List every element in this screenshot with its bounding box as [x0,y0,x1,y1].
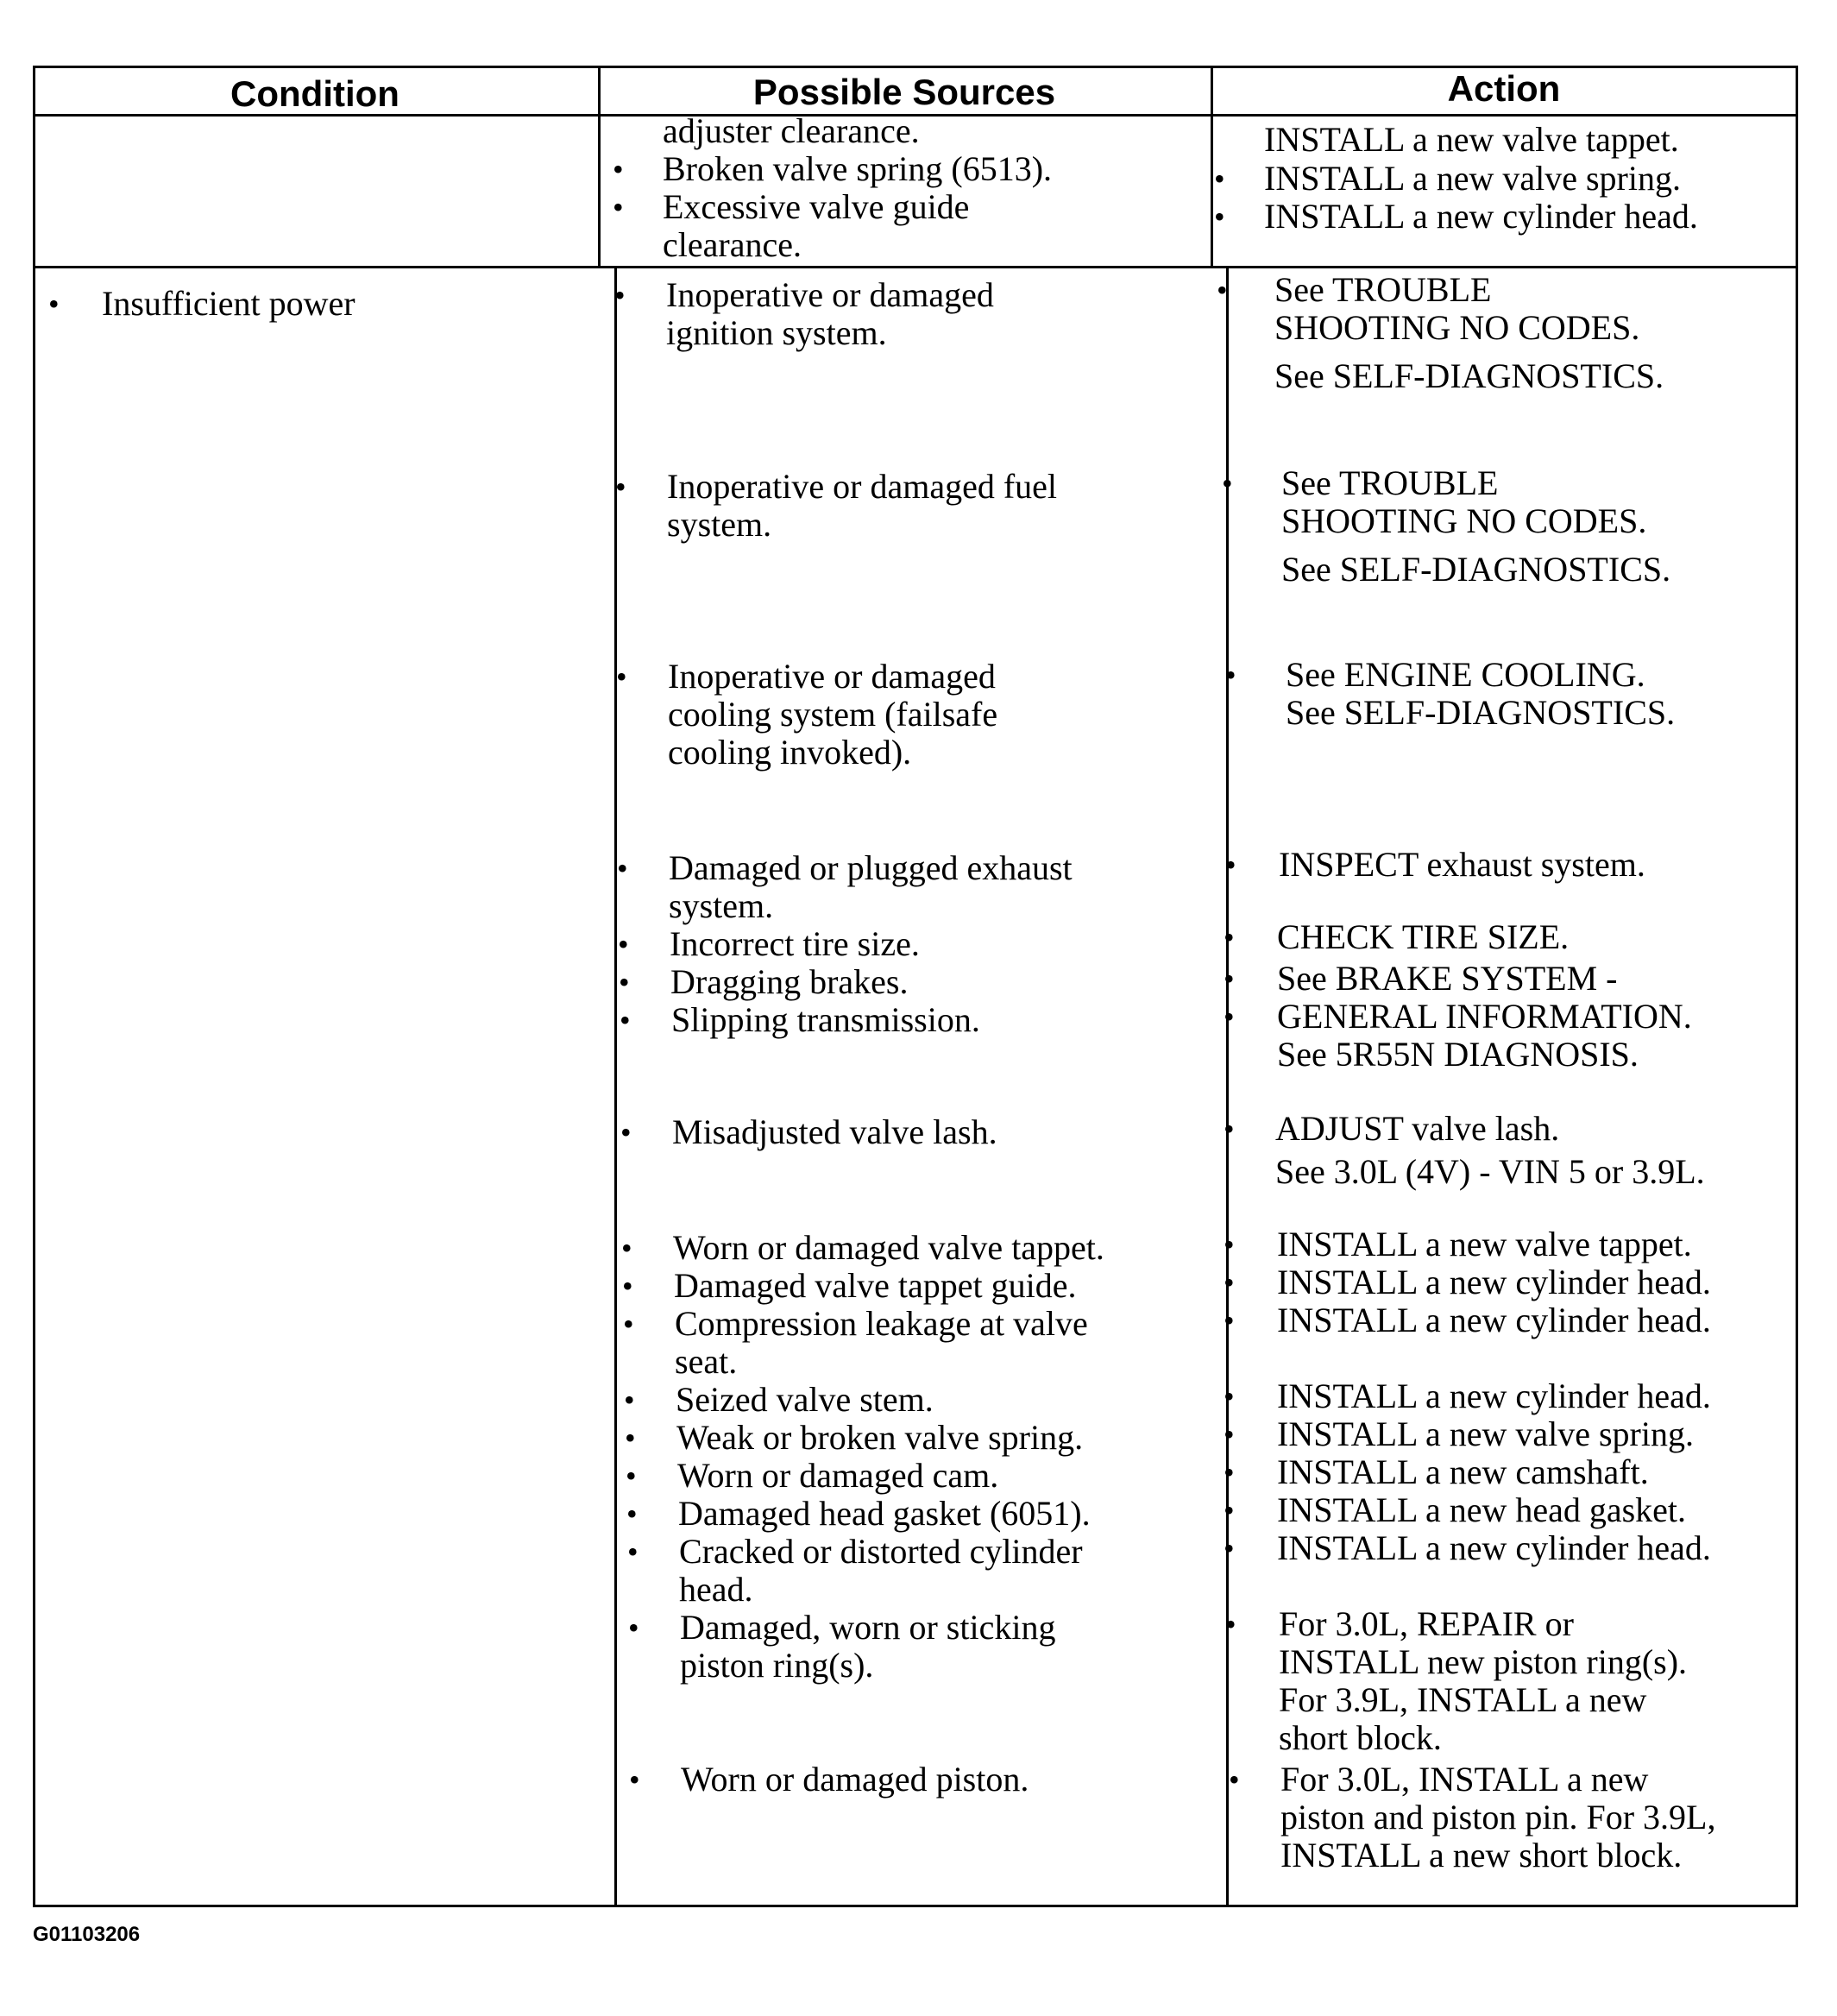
action-line: INSTALL a new cylinder head. [1277,1263,1711,1301]
figure-id: G01103206 [33,1923,141,1946]
source-line: Seized valve stem. [676,1380,934,1419]
source-bullet: • [614,278,626,312]
source-line: Misadjusted valve lash. [672,1112,997,1151]
action-bullet: • [1224,1455,1235,1490]
source-line: Cracked or distorted cylinder [679,1532,1083,1571]
source-line: cooling system (failsafe [668,695,998,734]
action-bullet: • [1224,920,1235,954]
action-line: ADJUST valve lash. [1275,1109,1560,1148]
action-bullet: • [1224,1303,1235,1338]
source-line: cooling invoked). [668,733,912,772]
source-line: Damaged or plugged exhaust [669,848,1073,887]
action-bullet: • [1229,1762,1240,1797]
action-line: SHOOTING NO CODES. [1281,501,1647,540]
action-line: GENERAL INFORMATION. [1277,997,1692,1036]
condition-text: Insufficient power [102,284,355,323]
column-divider-1-lower [614,266,617,1907]
top-source-line: Excessive valve guide [663,187,970,226]
action-bullet: • [1224,1417,1235,1452]
source-bullet: • [618,927,629,961]
action-line: INSTALL a new cylinder head. [1277,1377,1711,1415]
action-line: SHOOTING NO CODES. [1274,308,1640,347]
source-bullet: • [624,1383,635,1417]
action-line: For 3.9L, INSTALL a new [1279,1680,1647,1719]
source-bullet: • [625,1421,636,1455]
source-bullet: • [617,851,628,885]
action-line: See SELF-DIAGNOSTICS. [1281,550,1671,589]
action-line: See SELF-DIAGNOSTICS. [1274,356,1664,395]
source-bullet: • [619,965,630,999]
action-line: See TROUBLE [1274,270,1492,309]
action-line: See BRAKE SYSTEM - [1277,959,1618,998]
source-line: seat. [675,1342,738,1381]
source-line: Damaged, worn or sticking [680,1608,1056,1647]
top-action-bullet: • [1214,161,1225,196]
action-line: INSTALL a new cylinder head. [1277,1301,1711,1339]
top-source-bullet: • [613,190,624,224]
source-bullet: • [626,1458,637,1493]
action-line: For 3.0L, REPAIR or [1279,1604,1574,1643]
top-action-line: INSTALL a new cylinder head. [1264,197,1698,236]
source-bullet: • [615,469,626,504]
source-bullet: • [622,1269,633,1303]
source-line: Worn or damaged piston. [681,1760,1029,1799]
action-bullet: • [1224,999,1235,1034]
source-line: Worn or damaged valve tappet. [673,1228,1104,1267]
action-bullet: • [1217,273,1228,307]
action-bullet: • [1224,1112,1235,1146]
condition-bullet: • [48,287,60,321]
action-bullet: • [1225,1607,1236,1641]
top-source-line: Broken valve spring (6513). [663,149,1053,188]
action-line: See 3.0L (4V) - VIN 5 or 3.9L. [1275,1152,1705,1191]
top-action-line: INSTALL a new valve spring. [1264,159,1681,198]
source-bullet: • [628,1610,639,1645]
action-line: See 5R55N DIAGNOSIS. [1277,1035,1639,1074]
source-line: Damaged head gasket (6051). [678,1494,1091,1533]
action-line: INSTALL a new valve spring. [1277,1414,1694,1453]
source-line: Worn or damaged cam. [677,1456,999,1495]
source-bullet: • [621,1231,632,1265]
source-bullet: • [620,1115,632,1150]
source-line: ignition system. [666,313,887,352]
action-line: INSTALL a new camshaft. [1277,1452,1649,1491]
action-line: piston and piston pin. For 3.9L, [1280,1798,1716,1836]
source-line: system. [667,505,772,544]
source-line: system. [669,886,774,925]
action-bullet: • [1224,961,1235,996]
column-divider-2-lower [1226,266,1229,1907]
action-bullet: • [1224,1493,1235,1528]
action-line: See SELF-DIAGNOSTICS. [1286,693,1676,732]
source-bullet: • [626,1496,638,1531]
header-action: Action [1447,68,1561,109]
source-line: Inoperative or damaged [666,275,994,314]
action-line: INSTALL a new valve tappet. [1277,1225,1692,1263]
source-line: Inoperative or damaged [668,657,996,696]
action-bullet: • [1222,466,1233,501]
action-line: short block. [1279,1718,1442,1757]
action-line: For 3.0L, INSTALL a new [1280,1760,1649,1799]
header-possible-sources: Possible Sources [752,72,1056,112]
top-action-bullet: • [1214,199,1225,234]
action-line: See TROUBLE [1281,463,1499,502]
source-line: Compression leakage at valve [675,1304,1088,1343]
action-bullet: • [1224,1379,1235,1414]
action-line: INSTALL a new head gasket. [1277,1490,1687,1529]
action-line: See ENGINE COOLING. [1286,655,1645,694]
action-line: INSPECT exhaust system. [1279,845,1645,884]
action-line: INSTALL a new short block. [1280,1836,1683,1874]
top-source-line: adjuster clearance. [663,111,920,150]
source-bullet: • [623,1307,634,1341]
action-line: CHECK TIRE SIZE. [1277,917,1570,956]
action-line: INSTALL a new cylinder head. [1277,1528,1711,1567]
top-action-line: INSTALL a new valve tappet. [1264,120,1679,159]
action-bullet: • [1224,1265,1235,1300]
header-condition: Condition [230,73,399,114]
action-bullet: • [1225,658,1236,692]
source-line: Inoperative or damaged fuel [667,467,1058,506]
source-line: Damaged valve tappet guide. [674,1266,1077,1305]
row-separator-rule [33,266,1798,268]
source-bullet: • [629,1762,640,1797]
action-bullet: • [1224,1227,1235,1262]
top-source-bullet: • [613,152,624,186]
action-line: INSTALL new piston ring(s). [1279,1642,1688,1681]
source-line: Slipping transmission. [671,1000,980,1039]
source-line: Dragging brakes. [670,962,909,1001]
source-bullet: • [616,659,627,694]
action-bullet: • [1224,1531,1235,1566]
source-bullet: • [620,1003,631,1037]
source-line: piston ring(s). [680,1646,874,1685]
source-bullet: • [627,1534,639,1569]
source-line: Incorrect tire size. [670,924,920,963]
action-bullet: • [1225,847,1236,882]
source-line: Weak or broken valve spring. [676,1418,1084,1457]
top-source-line: clearance. [663,225,802,264]
source-line: head. [679,1570,753,1609]
